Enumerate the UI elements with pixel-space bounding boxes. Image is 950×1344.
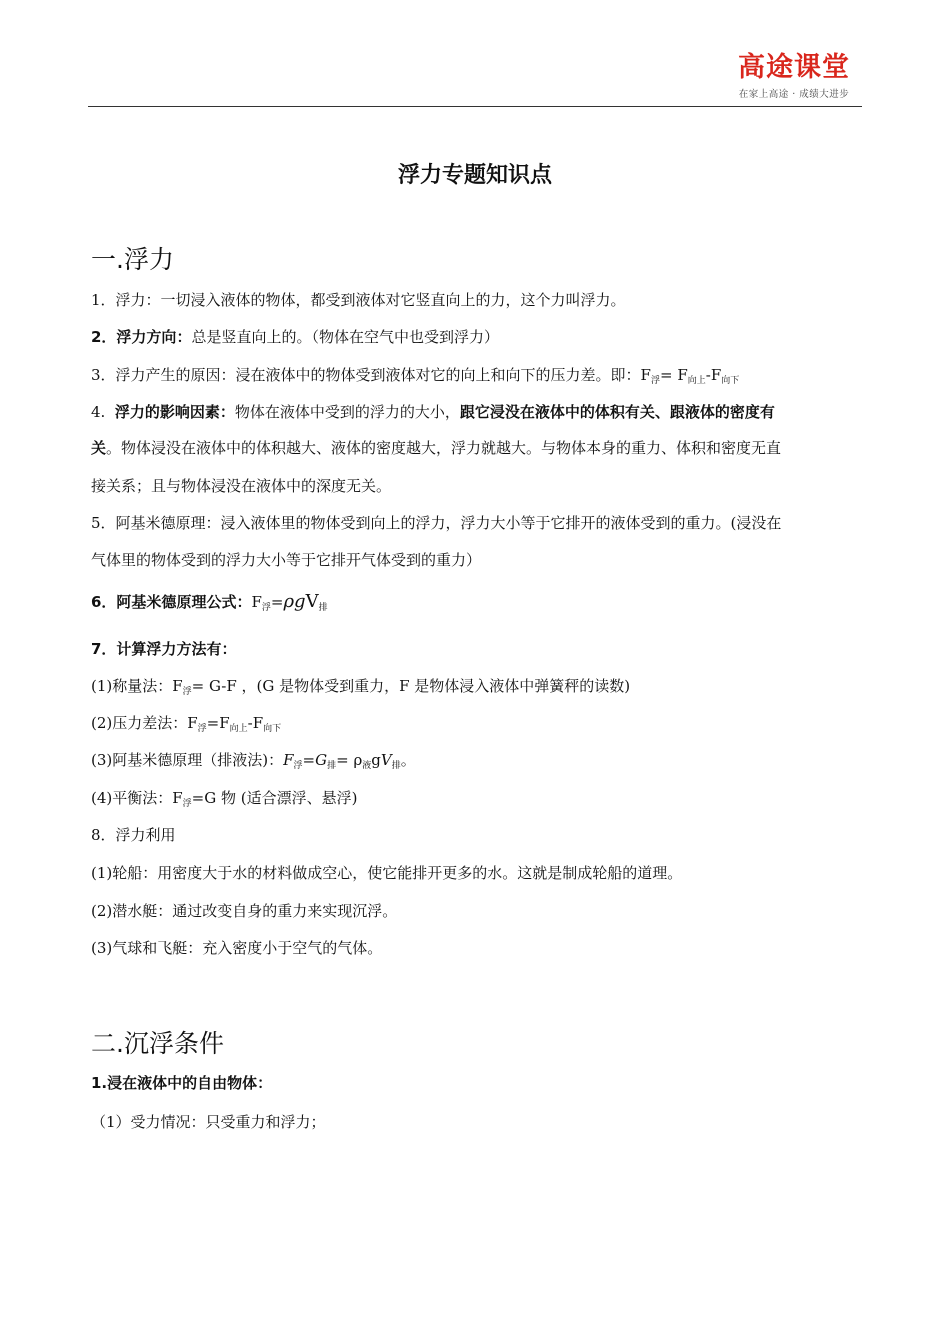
p4-bold-3: 关 [91, 439, 107, 457]
p3-sub-down: 向下 [721, 376, 740, 386]
p4-text-1: 物体在液体中受到的浮力的大小， [234, 403, 460, 421]
p4-bold-2: 跟它浸没在液体中的体积有关、跟液体的密度有 [459, 403, 775, 421]
use-1: (1)轮船：用密度大于水的材料做成空心，使它能排开更多的水。这就是制成轮船的道理。 [91, 864, 683, 882]
m3-sub-float: 浮 [293, 761, 303, 771]
page-title: 浮力专题知识点 [397, 163, 552, 188]
p6-F: F [251, 593, 262, 611]
m2-dash: -F [247, 714, 264, 732]
logo-slogan: 在家上高途 · 成绩大进步 [738, 89, 850, 100]
m4-text: (4)平衡法：F [91, 789, 183, 807]
p6-bold: 6．阿基米德原理公式： [91, 593, 252, 611]
p6-sub-float: 浮 [261, 603, 271, 613]
p4-num: 4. [91, 403, 106, 421]
p6-rho-g: ρg [283, 591, 306, 612]
paragraph-4-line-1 [91, 400, 861, 424]
use-3: (3)气球和飞艇：充入密度小于空气的气体。 [91, 939, 383, 957]
paragraph-4-line-2 [91, 436, 861, 460]
method-4 [91, 786, 861, 813]
section-heading-buoyancy: 一.浮力 [91, 245, 174, 274]
p3-dash: -F [705, 366, 722, 384]
p3-sub-float: 浮 [650, 376, 660, 386]
section-heading-sink-float: 二.沉浮条件 [91, 1029, 224, 1058]
section2-paragraph-2: （1）受力情况：只受重力和浮力； [91, 1113, 326, 1131]
p6-sub-displaced: 排 [318, 603, 328, 613]
paragraph-8: 8．浮力利用 [91, 826, 176, 844]
header-logo [738, 52, 850, 100]
paragraph-2 [91, 325, 861, 349]
m3-sub-liquid: 液 [362, 761, 372, 771]
p6-eq: = [270, 593, 284, 611]
m1-sub: 浮 [182, 687, 192, 697]
m3-eq2: = ρ [336, 751, 363, 769]
p7-bold: 7．计算浮力方法有： [91, 640, 237, 658]
m3-eq: = [302, 751, 316, 769]
m3-text: (3)阿基米德原理（排液法)： [91, 751, 284, 769]
paragraph-5-line-1: 5．阿基米德原理：浸入液体里的物体受到向上的浮力，浮力大小等于它排开的液体受到的重力。(浸没在 [91, 514, 782, 532]
method-1 [91, 674, 861, 701]
header-divider [88, 106, 862, 107]
m3-g: g [371, 751, 381, 769]
paragraph-6 [91, 590, 861, 617]
m3-end: 。 [400, 751, 416, 769]
m2-mid: =F [206, 714, 230, 732]
section2-paragraph-1 [91, 1071, 861, 1095]
paragraph-1: 1．浮力：一切浸入液体的物体，都受到液体对它竖直向上的力，这个力叫浮力。 [91, 291, 626, 309]
p3-text: 3．浮力产生的原因：浸在液体中的物体受到液体对它的向上和向下的压力差。即：F [91, 366, 651, 384]
m2-text: (2)压力差法：F [91, 714, 198, 732]
m3-sub-displaced: 排 [327, 761, 337, 771]
m4-rest: =G 物 (适合漂浮、悬浮) [191, 789, 358, 807]
paragraph-4-line-3: 接关系；且与物体浸没在液体中的深度无关。 [91, 477, 392, 495]
m2-sub-down: 向下 [263, 724, 282, 734]
p4-text-2: 。物体浸没在液体中的体积越大、液体的密度越大，浮力就越大。与物体本身的重力、体积和密度无直 [106, 439, 782, 457]
p6-V: V [305, 591, 319, 612]
logo-text: 高途课堂 [738, 52, 850, 83]
m2-sub-up: 向上 [229, 724, 248, 734]
m3-G: G [315, 751, 328, 769]
paragraph-3 [91, 363, 861, 390]
m3-V: V [380, 751, 392, 769]
method-2 [91, 711, 861, 738]
m2-sub-float: 浮 [197, 724, 207, 734]
paragraph-5-line-2: 气体里的物体受到的浮力大小等于它排开气体受到的重力） [91, 551, 482, 569]
m4-sub: 浮 [182, 799, 192, 809]
s2-p1-bold: 1.浸在液体中的自由物体： [91, 1074, 273, 1092]
p3-sub-up: 向上 [687, 376, 706, 386]
paragraph-7 [91, 637, 861, 661]
p2-text: 总是竖直向上的。（物体在空气中也受到浮力） [191, 328, 499, 346]
m3-F: F [283, 751, 294, 769]
p2-bold: 2．浮力方向： [91, 328, 192, 346]
m1-text: (1)称量法：F [91, 677, 183, 695]
m3-sub-displaced-2: 排 [391, 761, 401, 771]
m1-rest: = G-F ，(G 是物体受到重力，F 是物体浸入液体中弹簧秤的读数) [191, 677, 631, 695]
p4-bold-1: 浮力的影响因素： [114, 403, 235, 421]
method-3 [91, 748, 861, 775]
p3-mid: = F [659, 366, 688, 384]
use-2: (2)潜水艇：通过改变自身的重力来实现沉浮。 [91, 902, 398, 920]
